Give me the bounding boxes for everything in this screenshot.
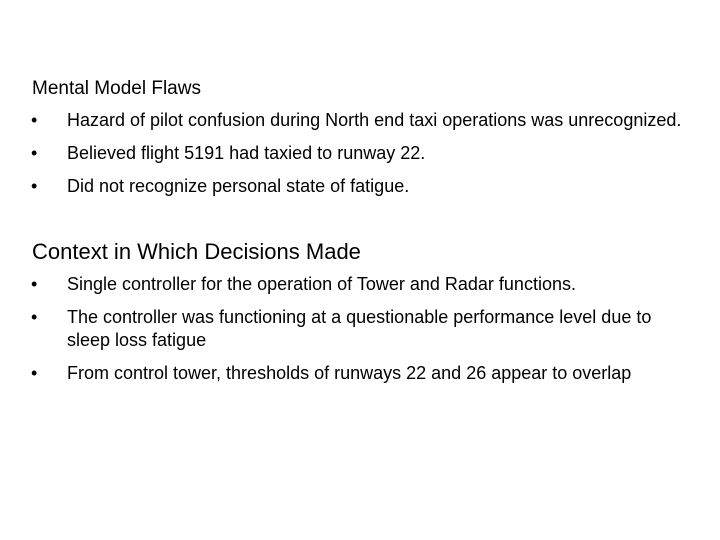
list-item-text: The controller was functioning at a questionable performance level due to sleep loss fatigue [67, 307, 652, 350]
list-item-text: Hazard of pilot confusion during North end taxi operations was unrecognized. [67, 110, 682, 130]
bullet-icon: • [31, 363, 38, 383]
list-item [32, 109, 692, 132]
list-item-text: From control tower, thresholds of runways 22 and 26 appear to overlap [67, 363, 632, 383]
bullet-icon: • [31, 176, 38, 196]
bullet-list [32, 273, 692, 385]
list-item-text: Did not recognize personal state of fatigue. [67, 176, 410, 196]
list-item-text: Believed flight 5191 had taxied to runway 22. [67, 143, 426, 163]
list-item-text: Single controller for the operation of Tower and Radar functions. [67, 274, 576, 294]
bullet-icon: • [31, 274, 38, 294]
bullet-icon: • [31, 307, 38, 327]
bullet-icon: • [31, 110, 38, 130]
list-item [32, 306, 692, 352]
section-title: Context in Which Decisions Made [32, 239, 361, 264]
decision-context-section [32, 238, 692, 395]
list-item [32, 142, 692, 165]
bullet-icon: • [31, 143, 38, 163]
list-item [32, 273, 692, 296]
bullet-list [32, 109, 692, 198]
list-item [32, 362, 692, 385]
list-item [32, 175, 692, 198]
section-title: Mental Model Flaws [32, 78, 201, 99]
mental-model-flaws-section [32, 77, 692, 208]
